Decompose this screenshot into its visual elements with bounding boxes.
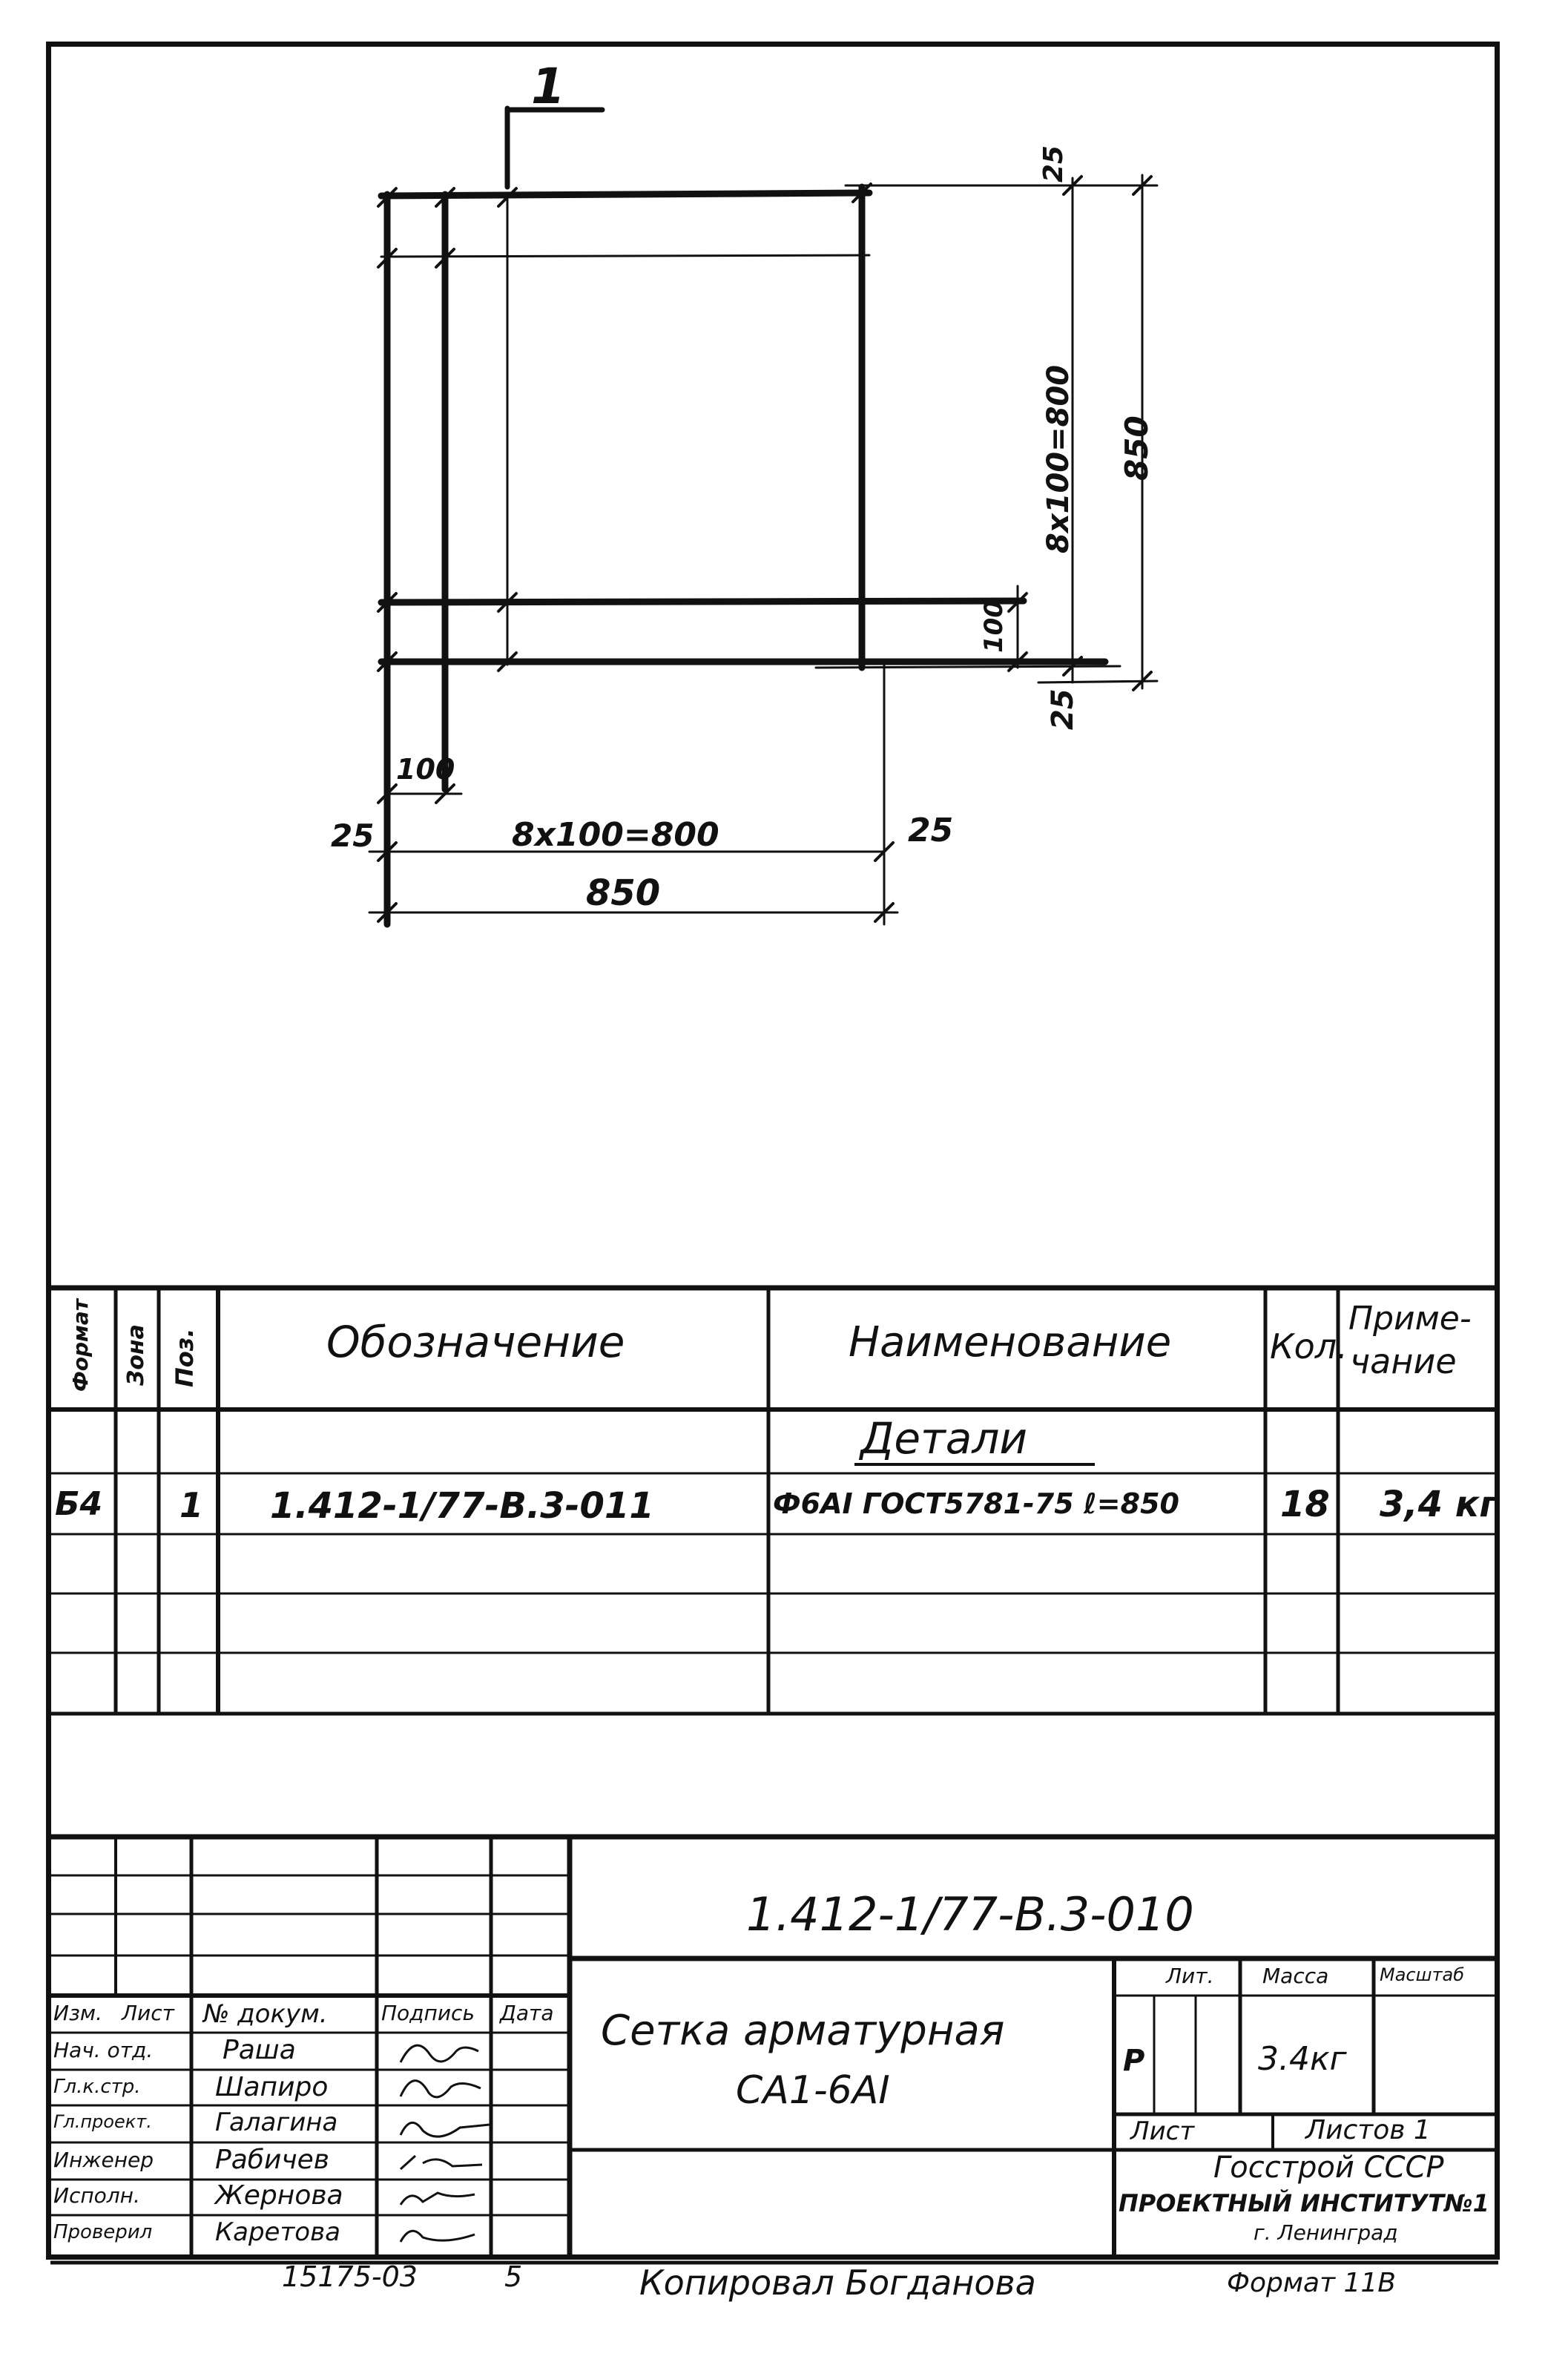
footer-inventory: 15175-03	[282, 2260, 418, 2293]
col-header-izm: Изм.	[53, 2001, 102, 2025]
staff-role: Гл.к.стр.	[53, 2076, 141, 2098]
row-note: 3,4 кг	[1380, 1484, 1498, 1525]
dim-label-bottom-right: 25	[1046, 688, 1080, 730]
sheets-label: Листов 1	[1305, 2115, 1431, 2145]
signature-3	[401, 2122, 490, 2137]
dim-label-left-offset: 25	[331, 818, 375, 854]
staff-name: Каретова	[215, 2217, 340, 2247]
dim-label-top-right: 25	[1038, 145, 1069, 182]
signature-5	[401, 2193, 475, 2205]
section-mark-label: 1	[531, 58, 565, 115]
header-note-line2: чание	[1350, 1341, 1457, 1381]
row-qty: 18	[1280, 1484, 1330, 1525]
staff-role: Нач. отд.	[53, 2038, 154, 2062]
row-format: Б4	[55, 1485, 103, 1523]
doc-code: 1.412-1/77-В.3-010	[746, 1887, 1194, 1941]
staff-name: Жернова	[215, 2180, 343, 2211]
staff-role: Проверил	[53, 2221, 153, 2243]
staff-name: Рабичев	[215, 2145, 330, 2175]
footer-page-num: 5	[504, 2260, 523, 2293]
lit-label: Лит.	[1166, 1964, 1214, 1988]
col-header-sign: Подпись	[381, 2001, 475, 2025]
signature-4	[401, 2156, 482, 2169]
signature-1	[401, 2045, 478, 2062]
dim-label-horizontal-spacing: 8x100=800	[512, 816, 719, 854]
col-header-list: Лист	[122, 2001, 174, 2025]
signature-6	[401, 2231, 475, 2242]
org-line1: Госстрой СССР	[1213, 2151, 1444, 2185]
signature-2	[401, 2081, 481, 2097]
dim-label-vertical-step: 100	[979, 600, 1009, 653]
dim-label-horizontal-total: 850	[586, 872, 661, 914]
dim-label-right-offset: 25	[908, 812, 954, 849]
header-zone: Зона	[123, 1324, 149, 1386]
row-pos: 1	[179, 1485, 204, 1525]
title-line2: СА1-6АI	[736, 2068, 890, 2113]
header-designation: Обозначение	[326, 1317, 625, 1367]
title-line1: Сетка арматурная	[601, 2007, 1005, 2055]
staff-role: Гл.проект.	[53, 2111, 152, 2132]
header-name: Наименование	[849, 1318, 1172, 1366]
staff-name: Раша	[223, 2035, 296, 2065]
header-format: Формат	[68, 1298, 93, 1392]
org-line3: г. Ленинград	[1254, 2220, 1398, 2245]
scale-label: Масштаб	[1380, 1964, 1465, 1985]
mass-value: 3.4кг	[1258, 2040, 1347, 2078]
col-header-doc-num: № докум.	[203, 1999, 328, 2029]
header-pos: Поз.	[171, 1328, 199, 1387]
mass-label: Масса	[1262, 1964, 1329, 1988]
section-title-details: Детали	[860, 1413, 1028, 1464]
sheet-label: Лист	[1130, 2116, 1195, 2146]
footer-copied-by: Копировал Богданова	[639, 2263, 1036, 2303]
row-designation: 1.412-1/77-В.3-011	[270, 1485, 654, 1527]
lit-value: Р	[1123, 2044, 1145, 2078]
staff-role: Исполн.	[53, 2183, 140, 2208]
dim-label-vertical-total: 850	[1119, 415, 1155, 481]
staff-role: Инженер	[53, 2148, 154, 2172]
col-header-date: Дата	[500, 2001, 554, 2025]
staff-name: Шапиро	[215, 2072, 329, 2102]
header-note-line1: Приме-	[1348, 1300, 1472, 1338]
header-qty: Кол.	[1270, 1326, 1348, 1366]
dim-label-horizontal-step: 100	[396, 753, 455, 786]
row-name: Ф6АI ГОСТ5781-75 ℓ=850	[773, 1487, 1179, 1520]
org-line2: ПРОЕКТНЫЙ ИНСТИТУТ№1	[1119, 2189, 1489, 2217]
dim-label-vertical-spacing: 8x100=800	[1041, 364, 1075, 553]
staff-name: Галагина	[215, 2108, 338, 2137]
footer-format: Формат 11В	[1227, 2268, 1397, 2298]
